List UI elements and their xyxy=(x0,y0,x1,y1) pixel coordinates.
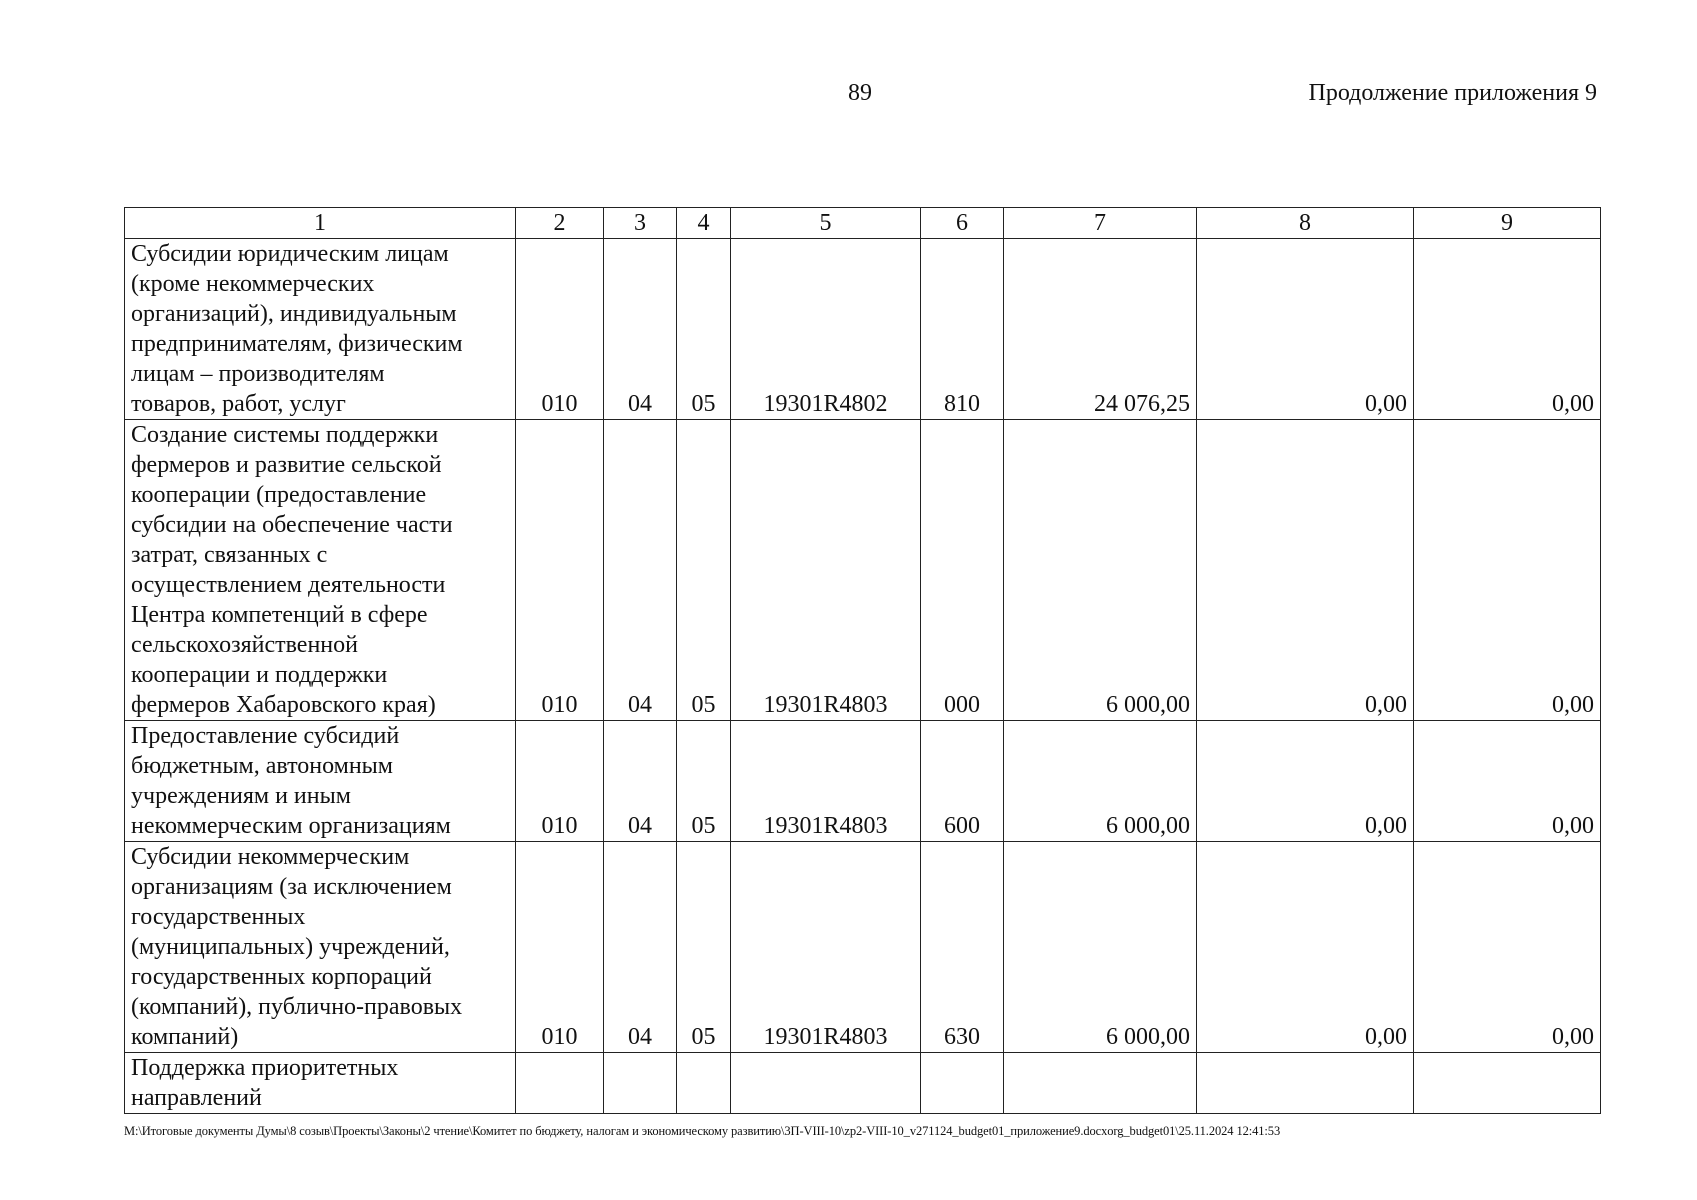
column-header: 7 xyxy=(1004,208,1197,239)
row-description xyxy=(125,842,516,1053)
cell-code-2 xyxy=(516,1053,604,1114)
row-description xyxy=(125,721,516,842)
cell-amount-8: 0,00 xyxy=(1197,420,1414,721)
cell-code-6 xyxy=(921,1053,1004,1114)
description-line: Субсидии некоммерческим xyxy=(131,844,410,870)
description-line: бюджетным, автономным xyxy=(131,753,393,779)
footer-file-path: M:\Итоговые документы Думы\8 созыв\Проекты\Законы\2 чтение\Комитет по бюджету, налогам и экономическому развитию\3П-VIII-10\zp2-VIII-10_v271124_budget01_приложение9.docxorg_budget01\25.11.2024 12:41:53 xyxy=(124,1124,1281,1138)
table-header-row xyxy=(125,208,1601,239)
cell-code-4 xyxy=(677,1053,731,1114)
cell-code-4: 05 xyxy=(677,842,731,1053)
description-line: Субсидии юридическим лицам xyxy=(131,241,449,267)
description-line: (кроме некоммерческих xyxy=(131,271,375,297)
cell-code-3 xyxy=(604,1053,677,1114)
column-header: 9 xyxy=(1414,208,1601,239)
cell-code-3: 04 xyxy=(604,721,677,842)
description-line: предпринимателям, физическим xyxy=(131,331,463,357)
column-header: 6 xyxy=(921,208,1004,239)
cell-amount-7 xyxy=(1004,1053,1197,1114)
table-row xyxy=(125,721,1601,842)
cell-amount-7: 6 000,00 xyxy=(1004,420,1197,721)
cell-code-5: 19301R4803 xyxy=(731,420,921,721)
description-line: товаров, работ, услуг xyxy=(131,391,346,417)
cell-code-6: 810 xyxy=(921,239,1004,420)
description-line: государственных корпораций xyxy=(131,964,432,990)
cell-code-5 xyxy=(731,1053,921,1114)
cell-amount-9: 0,00 xyxy=(1414,721,1601,842)
description-line: кооперации (предоставление xyxy=(131,482,427,508)
appendix-continuation-label: Продолжение приложения 9 xyxy=(1308,80,1597,106)
column-header: 2 xyxy=(516,208,604,239)
row-description xyxy=(125,420,516,721)
description-line: осуществлением деятельности xyxy=(131,572,446,598)
description-line: затрат, связанных с xyxy=(131,542,328,568)
cell-code-3: 04 xyxy=(604,420,677,721)
cell-code-4: 05 xyxy=(677,721,731,842)
cell-amount-9: 0,00 xyxy=(1414,239,1601,420)
cell-amount-7: 24 076,25 xyxy=(1004,239,1197,420)
description-line: организаций), индивидуальным xyxy=(131,301,457,327)
budget-table xyxy=(124,207,1601,1114)
cell-amount-9: 0,00 xyxy=(1414,842,1601,1053)
cell-code-6: 600 xyxy=(921,721,1004,842)
column-header: 1 xyxy=(125,208,516,239)
table-row xyxy=(125,239,1601,420)
cell-code-2: 010 xyxy=(516,420,604,721)
cell-amount-9 xyxy=(1414,1053,1601,1114)
table-row xyxy=(125,420,1601,721)
description-line: (компаний), публично-правовых xyxy=(131,994,463,1020)
cell-code-2: 010 xyxy=(516,239,604,420)
cell-amount-7: 6 000,00 xyxy=(1004,721,1197,842)
column-header: 4 xyxy=(677,208,731,239)
column-header: 5 xyxy=(731,208,921,239)
description-line: организациям (за исключением xyxy=(131,874,452,900)
row-description xyxy=(125,239,516,420)
cell-amount-9: 0,00 xyxy=(1414,420,1601,721)
cell-amount-7: 6 000,00 xyxy=(1004,842,1197,1053)
cell-code-4: 05 xyxy=(677,239,731,420)
cell-code-6: 000 xyxy=(921,420,1004,721)
cell-amount-8: 0,00 xyxy=(1197,721,1414,842)
description-line: государственных xyxy=(131,904,306,930)
description-line: Поддержка приоритетных xyxy=(131,1055,399,1081)
description-line: компаний) xyxy=(131,1024,239,1050)
cell-code-3: 04 xyxy=(604,842,677,1053)
table-row xyxy=(125,842,1601,1053)
description-line: кооперации и поддержки xyxy=(131,662,388,688)
cell-code-5: 19301R4803 xyxy=(731,721,921,842)
description-line: фермеров Хабаровского края) xyxy=(131,692,436,718)
description-line: лицам – производителям xyxy=(131,361,385,387)
cell-code-4: 05 xyxy=(677,420,731,721)
description-line: (муниципальных) учреждений, xyxy=(131,934,450,960)
cell-code-5: 19301R4802 xyxy=(731,239,921,420)
description-line: сельскохозяйственной xyxy=(131,632,358,658)
description-line: Центра компетенций в сфере xyxy=(131,602,428,628)
column-header: 8 xyxy=(1197,208,1414,239)
cell-code-2: 010 xyxy=(516,721,604,842)
description-line: направлений xyxy=(131,1085,262,1111)
description-line: учреждениям и иным xyxy=(131,783,351,809)
row-description xyxy=(125,1053,516,1114)
column-header: 3 xyxy=(604,208,677,239)
cell-amount-8: 0,00 xyxy=(1197,239,1414,420)
cell-code-3: 04 xyxy=(604,239,677,420)
description-line: Создание системы поддержки xyxy=(131,422,439,448)
cell-code-6: 630 xyxy=(921,842,1004,1053)
cell-code-5: 19301R4803 xyxy=(731,842,921,1053)
cell-amount-8 xyxy=(1197,1053,1414,1114)
page-number: 89 xyxy=(848,80,872,106)
cell-amount-8: 0,00 xyxy=(1197,842,1414,1053)
description-line: субсидии на обеспечение части xyxy=(131,512,453,538)
cell-code-2: 010 xyxy=(516,842,604,1053)
table-row xyxy=(125,1053,1601,1114)
description-line: фермеров и развитие сельской xyxy=(131,452,442,478)
description-line: некоммерческим организациям xyxy=(131,813,451,839)
description-line: Предоставление субсидий xyxy=(131,723,400,749)
